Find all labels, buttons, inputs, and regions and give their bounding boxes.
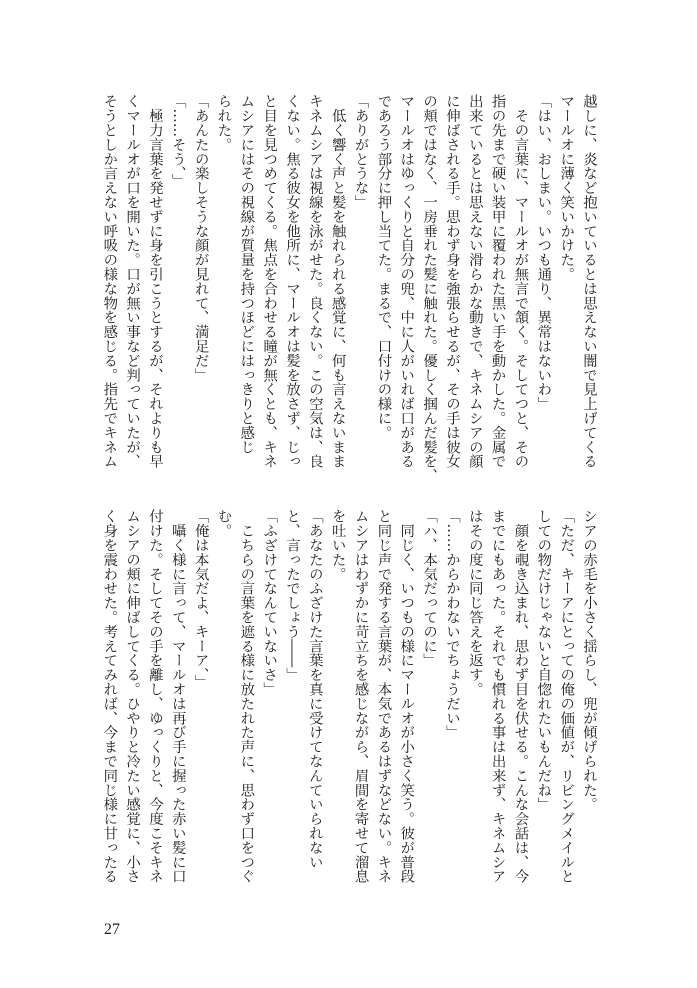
text-line: く身を震わせた。考えてみれば、今まで同じ様に甘ったる — [101, 509, 118, 884]
text-line: を吐いた。 — [329, 509, 346, 581]
text-line: こちらの言葉を遮る様に放たれた声に、思わず口をつぐ — [238, 509, 255, 884]
text-line: 付けた。そしてその手を離し、ゆっくりと、今度こそキネ — [146, 509, 163, 884]
text-line: 「はい、おしまい。いつも通り、異常はないわ」 — [535, 94, 552, 411]
text-line: はその度に同じ答えを返す。 — [466, 509, 483, 697]
text-line: 「……からかわないでちょうだい」 — [443, 509, 460, 740]
text-line: ムシアの頬に伸ばしてくる。ひやりと冷たい感覚に、小さ — [124, 509, 141, 884]
text-line: む。 — [215, 509, 232, 538]
text-line: 「ハ、本気だってのに」 — [421, 509, 438, 668]
text-line: 「ただ、キーアにとっての俺の価値が、リビングメイルと — [558, 509, 575, 884]
text-line: と目を見つめてくる。焦点を合わせる瞳が無くとも、キネ — [261, 94, 278, 469]
text-line: マールオに薄く笑いかけた。 — [558, 94, 575, 282]
text-block-bottom — [97, 509, 600, 884]
text-line: 指の先まで硬い装甲に覆われた黒い手を動かした。金属で — [489, 94, 506, 469]
text-line: その言葉に、マールオが無言で頷く。そしてつと、その — [512, 94, 529, 469]
text-line: シアの赤毛を小さく揺らし、兜が傾げられた。 — [581, 509, 597, 812]
text-line: までにもあった。それでも慣れる事は出来ず、キネムシア — [489, 509, 506, 884]
text-line: られた。 — [215, 94, 232, 152]
text-line: マールオはゆっくりと自分の兜、中に人がいれば口がある — [398, 94, 415, 469]
text-line: の頬ではなく、一房垂れた髪に触れた。優しく掴んだ髪を、 — [421, 94, 438, 483]
text-line: ムシアはわずかに苛立ちを感じながら、眉間を寄せて溜息 — [352, 509, 369, 884]
text-line: 「あなたのふざけた言葉を真に受けてなんていられない — [306, 509, 323, 869]
text-line: 同じく、いつもの様にマールオが小さく笑う。彼が普段 — [398, 509, 415, 884]
text-line: 「あんたの楽しそうな顔が見れて、満足だ」 — [192, 94, 209, 382]
text-line: 低く響く声と髪を触れられる感覚に、何も言えないまま — [329, 94, 346, 469]
text-line: 極力言葉を発せずに身を引こうとするが、それよりも早 — [146, 94, 163, 469]
text-line: に伸ばされる手。思わず身を強張らせるが、その手は彼女 — [443, 94, 460, 469]
text-line: くない。焦る彼女を他所に、マールオは髪を放さず、じっ — [284, 94, 301, 469]
text-line: と、言ったでしょう――」 — [284, 509, 301, 682]
text-line: くマールオが口を開いた。口が無い事など判っていたが、 — [124, 94, 141, 469]
text-block-top — [97, 94, 600, 483]
text-line: そうとしか言えない呼吸の様な物を感じる。指先でキネム — [101, 94, 118, 469]
page-number: 27 — [104, 921, 120, 938]
text-line: 「ふざけてなんていないさ」 — [261, 509, 278, 697]
text-line: 出来ているとは思えない滑らかな動きで、キネムシアの顔 — [466, 94, 483, 469]
text-line: 「ありがとうな」 — [352, 94, 369, 210]
text-line: ムシアにはその視線が質量を持つほどにはっきりと感じ — [238, 94, 255, 454]
text-line: であろう部分に押し当てた。まるで、口付けの様に。 — [375, 94, 392, 440]
text-line: 顔を覗き込まれ、思わず目を伏せる。こんな会話は、今 — [512, 509, 529, 884]
text-line: 囁く様に言って、マールオは再び手に握った赤い髪に口 — [169, 509, 186, 884]
text-line: 越しに、炎など抱いているとは思えない闇で見上げてくる — [581, 94, 597, 469]
text-line: 「……そう、」 — [169, 94, 186, 188]
text-line: しての物だけじゃないと自惚れたいもんだね」 — [535, 509, 552, 812]
text-line: 「俺は本気だよ、キーア、」 — [192, 509, 209, 689]
text-line: と同じ声で発する言葉が、本気であるはずなどない。キネ — [375, 509, 392, 884]
text-line: キネムシアは視線を泳がせた。良くない。この空気は、良 — [306, 94, 323, 469]
